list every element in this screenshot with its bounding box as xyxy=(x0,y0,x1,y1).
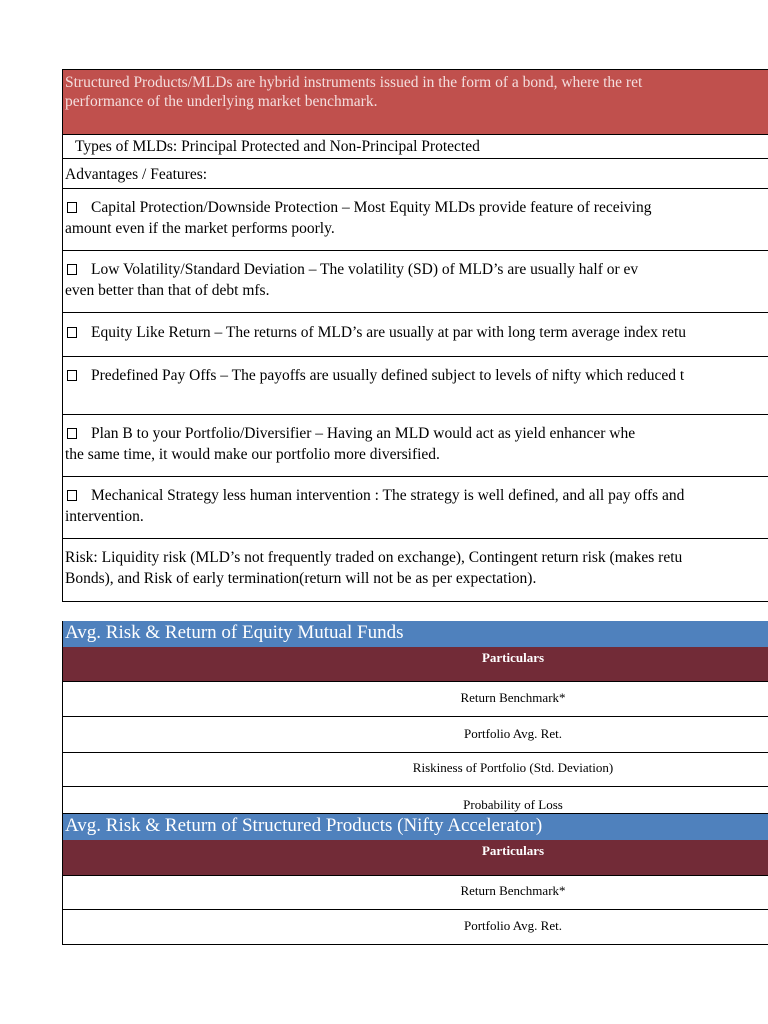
types-row xyxy=(62,135,768,159)
feature-line-1: Predefined Pay Offs – The payoffs are usually defined subject to levels of nifty which reduced t xyxy=(91,367,685,384)
table1-header-label: Particulars xyxy=(481,650,545,665)
feature-line-2: even better than that of debt mfs. xyxy=(65,282,270,299)
risk-row xyxy=(62,539,768,602)
feature-line-1: Equity Like Return – The returns of MLD’s are usually at par with long term average index retu xyxy=(91,324,687,341)
table-row xyxy=(62,717,768,753)
feature-line-1: Low Volatility/Standard Deviation – The volatility (SD) of MLD’s are usually half or ev xyxy=(91,261,639,278)
checkbox-bullet-icon xyxy=(67,202,77,213)
feature-line-2: amount even if the market performs poorly. xyxy=(65,220,335,237)
section-title-structured-products: Avg. Risk & Return of Structured Products (Nifty Accelerator) xyxy=(62,814,768,840)
table-row xyxy=(62,787,768,814)
table1-row-label: Probability of Loss xyxy=(463,797,563,812)
table1-row-label: Riskiness of Portfolio (Std. Deviation) xyxy=(412,760,614,775)
feature-line-2: intervention. xyxy=(65,508,144,525)
risk-line-2: Bonds), and Risk of early termination(return will not be as per expectation). xyxy=(65,570,537,587)
feature-line-1: Mechanical Strategy less human intervention : The strategy is well defined, and all pay offs and xyxy=(91,487,685,504)
feature-row xyxy=(62,251,768,313)
section-title-equity-mf: Avg. Risk & Return of Equity Mutual Funds xyxy=(62,621,768,647)
table-row xyxy=(62,753,768,787)
checkbox-bullet-icon xyxy=(67,370,77,381)
feature-line-2: the same time, it would make our portfolio more diversified. xyxy=(65,446,440,463)
feature-row xyxy=(62,477,768,539)
advantages-header: Advantages / Features: xyxy=(65,166,208,183)
table-row xyxy=(62,876,768,910)
checkbox-bullet-icon xyxy=(67,490,77,501)
feature-row xyxy=(62,189,768,251)
checkbox-bullet-icon xyxy=(67,327,77,338)
table2-header-label: Particulars xyxy=(481,843,545,858)
feature-row xyxy=(62,415,768,477)
table-row xyxy=(62,682,768,717)
intro-line-2: performance of the underlying market benchmark. xyxy=(65,93,378,110)
table2-row-label: Portfolio Avg. Ret. xyxy=(464,918,562,933)
intro-line-1: Structured Products/MLDs are hybrid instruments issued in the form of a bond, where the ret xyxy=(65,74,643,91)
feature-line-1: Capital Protection/Downside Protection – Most Equity MLDs provide feature of receiving xyxy=(91,199,652,216)
table1-row-label: Portfolio Avg. Ret. xyxy=(464,726,562,741)
risk-line-1: Risk: Liquidity risk (MLD’s not frequently traded on exchange), Contingent return risk (makes retu xyxy=(65,549,683,566)
feature-row xyxy=(62,357,768,415)
feature-line-1: Plan B to your Portfolio/Diversifier – Having an MLD would act as yield enhancer whe xyxy=(91,425,636,442)
advantages-header-row xyxy=(62,159,768,189)
table1-header xyxy=(62,647,768,682)
checkbox-bullet-icon xyxy=(67,264,77,275)
table-row xyxy=(62,910,768,945)
types-text: Types of MLDs: Principal Protected and Non-Principal Protected xyxy=(75,138,480,155)
table2-header xyxy=(62,840,768,876)
table1-row-label: Return Benchmark* xyxy=(460,690,566,705)
table2-row-label: Return Benchmark* xyxy=(460,883,566,898)
intro-block xyxy=(62,69,768,135)
checkbox-bullet-icon xyxy=(67,428,77,439)
feature-row xyxy=(62,313,768,357)
